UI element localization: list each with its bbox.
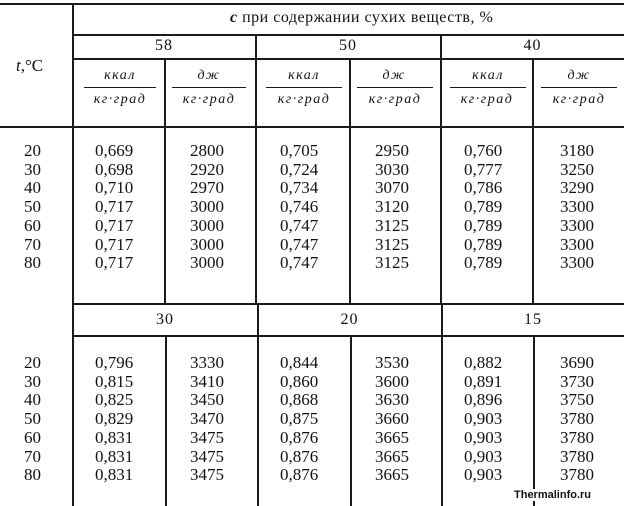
unit-j-denom: кг·град xyxy=(182,92,236,107)
value-cell: 3470 xyxy=(190,409,224,429)
value-cell: 0,875 xyxy=(280,409,319,429)
value-cell: 0,669 xyxy=(95,141,134,160)
col-40-j xyxy=(560,142,594,273)
unit-j-denom: кг·град xyxy=(552,92,606,107)
col-58-kcal xyxy=(95,142,133,273)
block1-unit-sep-3 xyxy=(532,58,534,303)
block2-group-sep-1 xyxy=(257,303,259,506)
value-cell: 0,876 xyxy=(280,427,319,447)
value-cell: 0,825 xyxy=(95,390,134,410)
block1-group-sep-1 xyxy=(255,34,257,304)
value-cell: 3300 xyxy=(560,197,594,217)
watermark: Thermalinfo.ru xyxy=(514,489,592,501)
unit-frac-bar xyxy=(84,87,156,88)
unit-kcal-numer: ккал xyxy=(288,68,320,83)
value-cell: 0,868 xyxy=(280,390,319,410)
unit-j-numer: дж xyxy=(382,68,406,83)
temp-cell: 60 xyxy=(24,427,41,447)
value-cell: 3070 xyxy=(375,178,409,198)
temp-cell: 80 xyxy=(24,465,41,485)
value-cell: 0,844 xyxy=(280,353,319,372)
value-cell: 3630 xyxy=(375,390,409,410)
value-cell: 3780 xyxy=(560,427,594,447)
temp-cell: 50 xyxy=(24,197,41,217)
value-cell: 0,882 xyxy=(464,353,503,372)
value-cell: 3780 xyxy=(560,446,594,466)
unit-kcal-denom: кг·град xyxy=(460,92,514,107)
temp-column-block2 xyxy=(24,354,41,485)
block2-unit-sep-2 xyxy=(350,335,352,506)
value-cell: 0,777 xyxy=(464,159,503,179)
temp-cell: 40 xyxy=(24,390,41,410)
value-cell: 0,896 xyxy=(464,390,503,410)
block2-group-sep-2 xyxy=(441,303,443,506)
t-unit: ,°C xyxy=(20,56,44,75)
value-cell: 0,903 xyxy=(464,465,503,485)
temp-cell: 70 xyxy=(24,234,41,254)
value-cell: 0,717 xyxy=(95,253,134,273)
value-cell: 3125 xyxy=(375,215,409,235)
value-cell: 3450 xyxy=(190,390,224,410)
group-label-58: 58 xyxy=(155,37,173,54)
value-cell: 0,860 xyxy=(280,371,319,391)
value-cell: 3750 xyxy=(560,390,594,410)
value-cell: 0,789 xyxy=(464,197,503,217)
value-cell: 0,815 xyxy=(95,371,134,391)
col-50-kcal xyxy=(280,142,318,273)
value-cell: 3000 xyxy=(190,234,224,254)
value-cell: 0,717 xyxy=(95,197,134,217)
value-cell: 0,710 xyxy=(95,178,134,198)
unit-j-numer: дж xyxy=(567,68,591,83)
temp-cell: 30 xyxy=(24,159,41,179)
value-cell: 3000 xyxy=(190,215,224,235)
group-label-15: 15 xyxy=(524,311,542,328)
value-cell: 0,796 xyxy=(95,353,134,372)
value-cell: 3780 xyxy=(560,465,594,485)
title-text: при содержании сухих веществ, % xyxy=(237,9,494,26)
value-cell: 0,746 xyxy=(280,197,319,217)
value-cell: 0,789 xyxy=(464,253,503,273)
value-cell: 0,903 xyxy=(464,427,503,447)
col-30-kcal xyxy=(95,354,133,485)
value-cell: 0,831 xyxy=(95,446,134,466)
value-cell: 0,747 xyxy=(280,253,319,273)
top-rule xyxy=(0,3,624,5)
value-cell: 0,876 xyxy=(280,446,319,466)
temp-cell: 60 xyxy=(24,215,41,235)
value-cell: 3665 xyxy=(375,427,409,447)
unit-frac-bar xyxy=(357,87,433,88)
unit-frac-bar xyxy=(450,87,526,88)
value-cell: 0,876 xyxy=(280,465,319,485)
value-cell: 2970 xyxy=(190,178,224,198)
col-15-j xyxy=(560,354,594,485)
value-cell: 3665 xyxy=(375,446,409,466)
value-cell: 0,831 xyxy=(95,465,134,485)
value-cell: 3180 xyxy=(560,141,594,160)
value-cell: 2800 xyxy=(190,141,224,160)
value-cell: 0,891 xyxy=(464,371,503,391)
temp-cell: 30 xyxy=(24,371,41,391)
value-cell: 3730 xyxy=(560,371,594,391)
unit-frac-bar xyxy=(541,87,617,88)
value-cell: 0,705 xyxy=(280,141,319,160)
block2-unit-sep-1 xyxy=(165,335,167,506)
value-cell: 3530 xyxy=(375,353,409,372)
unit-frac-bar xyxy=(172,87,246,88)
temperature-header xyxy=(16,56,43,76)
value-cell: 0,717 xyxy=(95,215,134,235)
unit-kcal-numer: ккал xyxy=(472,68,504,83)
value-cell: 2920 xyxy=(190,159,224,179)
col-50-j xyxy=(375,142,409,273)
value-cell: 0,747 xyxy=(280,215,319,235)
col-30-j xyxy=(190,354,224,485)
col-58-j xyxy=(190,142,224,273)
value-cell: 3660 xyxy=(375,409,409,429)
value-cell: 3780 xyxy=(560,409,594,429)
block2-top-rule xyxy=(73,303,624,305)
value-cell: 0,786 xyxy=(464,178,503,198)
value-cell: 2950 xyxy=(375,141,409,160)
value-cell: 0,903 xyxy=(464,446,503,466)
group-label-40: 40 xyxy=(523,37,542,54)
temp-column-block1 xyxy=(24,142,41,273)
block1-unit-sep-2 xyxy=(349,58,351,303)
unit-kcal-denom: кг·град xyxy=(277,92,331,107)
value-cell: 0,789 xyxy=(464,234,503,254)
unit-j-denom: кг·град xyxy=(368,92,422,107)
value-cell: 3125 xyxy=(375,253,409,273)
value-cell: 0,747 xyxy=(280,234,319,254)
value-cell: 0,760 xyxy=(464,141,503,160)
value-cell: 3300 xyxy=(560,215,594,235)
block1-unit-sep-1 xyxy=(164,58,166,303)
value-cell: 3410 xyxy=(190,371,224,391)
value-cell: 3300 xyxy=(560,253,594,273)
value-cell: 0,734 xyxy=(280,178,319,198)
value-cell: 3665 xyxy=(375,465,409,485)
t-symbol: t xyxy=(16,56,21,75)
group-label-50: 50 xyxy=(339,37,357,54)
table-title xyxy=(230,9,493,27)
value-cell: 3250 xyxy=(560,159,594,179)
temp-cell: 20 xyxy=(24,141,41,160)
col-20-kcal xyxy=(280,354,318,485)
col-20-j xyxy=(375,354,409,485)
temp-cell: 20 xyxy=(24,353,41,372)
unit-j-numer: дж xyxy=(197,68,221,83)
value-cell: 0,789 xyxy=(464,215,503,235)
temp-cell: 40 xyxy=(24,178,41,198)
value-cell: 0,724 xyxy=(280,159,319,179)
value-cell: 3000 xyxy=(190,253,224,273)
value-cell: 3330 xyxy=(190,353,224,372)
unit-kcal-numer: ккал xyxy=(104,68,136,83)
temp-cell: 80 xyxy=(24,253,41,273)
value-cell: 3125 xyxy=(375,234,409,254)
col-40-kcal xyxy=(464,142,502,273)
value-cell: 3290 xyxy=(560,178,594,198)
block2-group-rule xyxy=(73,335,624,337)
group-label-30: 30 xyxy=(156,311,174,328)
temp-cell: 70 xyxy=(24,446,41,466)
temp-cell: 50 xyxy=(24,409,41,429)
title-rule xyxy=(73,34,624,36)
value-cell: 3690 xyxy=(560,353,594,372)
value-cell: 0,903 xyxy=(464,409,503,429)
value-cell: 3030 xyxy=(375,159,409,179)
value-cell: 3600 xyxy=(375,371,409,391)
value-cell: 3300 xyxy=(560,234,594,254)
value-cell: 0,831 xyxy=(95,427,134,447)
group-label-20: 20 xyxy=(340,311,359,328)
block1-group-sep-2 xyxy=(440,34,442,304)
value-cell: 3475 xyxy=(190,427,224,447)
value-cell: 3475 xyxy=(190,465,224,485)
col-15-kcal xyxy=(464,354,502,485)
unit-frac-bar xyxy=(266,87,342,88)
t-column-separator xyxy=(72,3,74,506)
value-cell: 3000 xyxy=(190,197,224,217)
header-bottom-rule xyxy=(0,126,624,128)
value-cell: 0,829 xyxy=(95,409,134,429)
unit-kcal-denom: кг·град xyxy=(93,92,147,107)
value-cell: 0,717 xyxy=(95,234,134,254)
value-cell: 0,698 xyxy=(95,159,134,179)
value-cell: 3475 xyxy=(190,446,224,466)
title-symbol: c xyxy=(230,9,238,26)
value-cell: 3120 xyxy=(375,197,409,217)
block2-unit-sep-3 xyxy=(533,335,535,506)
